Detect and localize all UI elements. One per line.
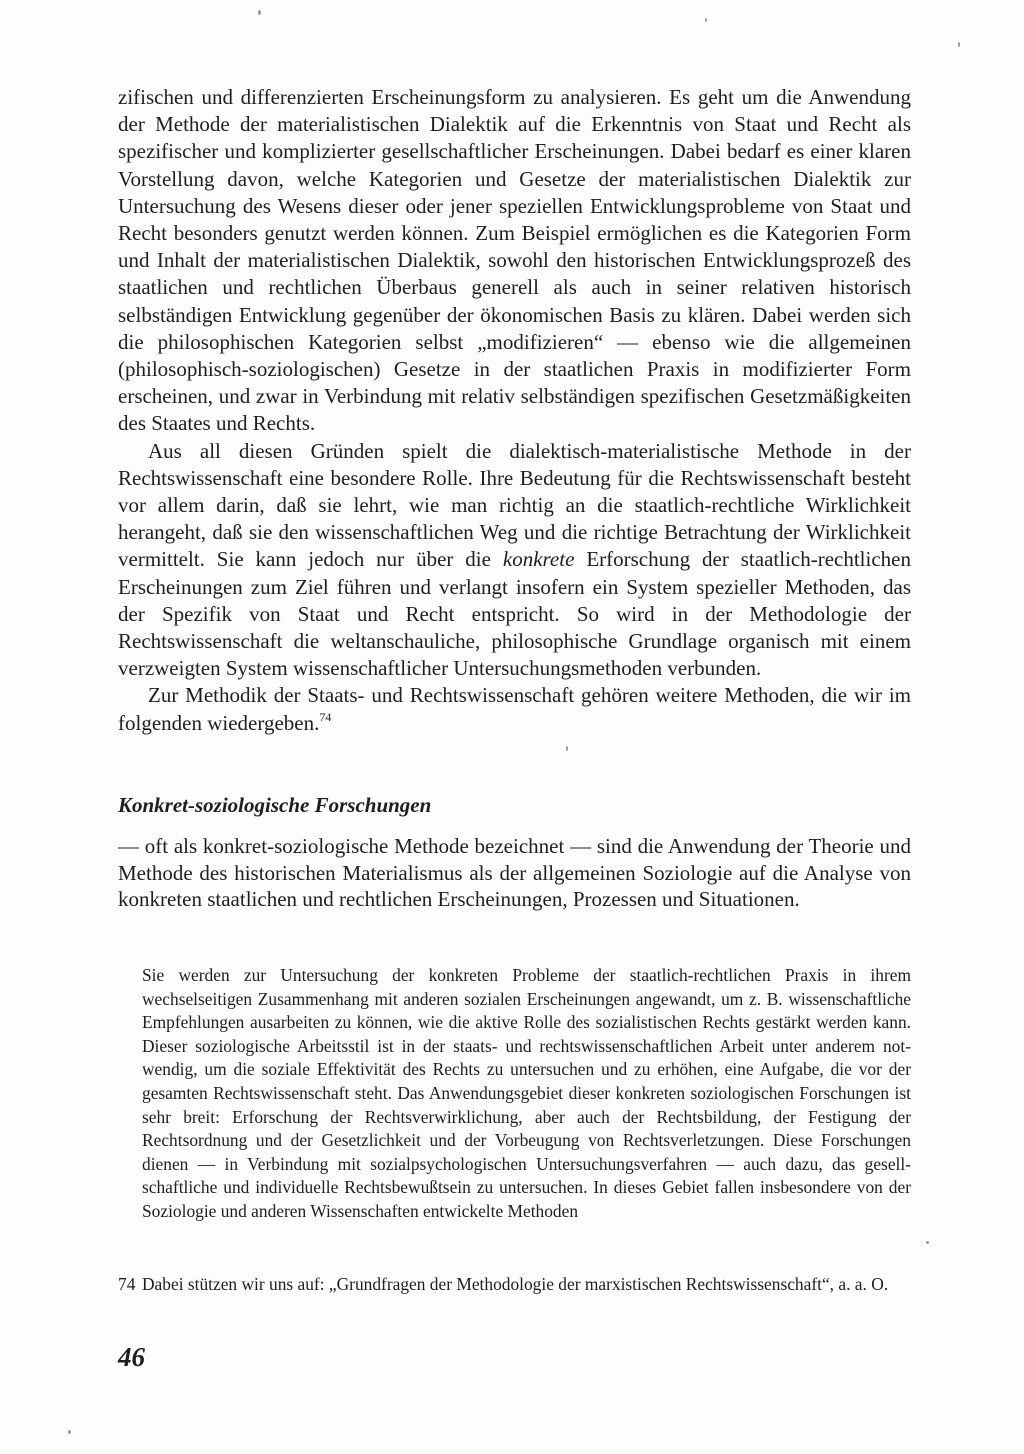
paragraph-2-end: Erforschung der staatlich-rechtlichen Erscheinungen zum Ziel führen und verlangt insofern ein System spezieller Methoden, das der Spezifik von Staat und Recht entspricht. So wird in der Methodologie der Rechtswissenschaft die weltanschauliche, philosophische Grundlage organisch mit einem verzweigten System wissenschaftlicher Untersuchungsmethoden verbunden.	[118, 547, 911, 681]
paragraph-1: zifischen und differenzierten Erscheinungsform zu analysieren. Es geht um die Anwendung der Methode der materialistischen Dialektik auf die Erkenntnis von Staat und Recht als spezifischer und komplizierter gesellschaftlicher Erscheinungen. Dabei bedarf es einer klaren Vorstellung davon, welche Kategorien und Gesetze der materialistischen Dialektik zur Untersuchung des Wesens dieser oder jener speziellen Entwicklungsprobleme von Staat und Recht besonders genutzt werden können. Zum Beispiel ermöglichen es die Kategorien Form und Inhalt der materialistischen Dialektik, sowohl den historischen Entwicklungsprozeß des staatlichen und rechtlichen Überbaus generell als auch in seiner relativen historisch selbständigen Entwicklung gegenüber der ökonomischen Basis zu klären. Dabei werden sich die philosophischen Kategorien selbst „modifizieren“ — ebenso wie die allgemeinen (philosophisch-soziologischen) Gesetze in der staatlichen Praxis in modifizierter Form erscheinen, und zwar in Verbindung mit relativ selbständigen spezifischen Gesetzmäßigkeiten des Staates und Rechts.	[118, 85, 911, 436]
footnote-text: Dabei stützen wir uns auf: „Grundfragen der Methodologie der marxistischen Rechtswissenschaft“, a. a. O.	[142, 1274, 889, 1294]
footnote-reference: 74	[319, 709, 332, 724]
print-speck	[958, 42, 960, 47]
print-speck	[258, 10, 261, 15]
print-speck	[705, 18, 707, 22]
emphasized-word: konkrete	[502, 547, 575, 572]
footnote	[118, 1272, 911, 1296]
small-print-paragraph: Sie werden zur Untersuchung der konkreten Probleme der staatlich-rechtlichen Praxis in ihrem wechselseitigen Zusammenhang mit anderen sozialen Erscheinungen angewandt, um z. B. wissenschaftliche Empfehlungen ausarbeiten zu können, wie die aktive Rolle des sozialistischen Rechts gestärkt werden kann. Dieser soziologische Arbeitsstil ist in der staats- und rechtswissenschaftlichen Arbeit unter anderem notwendig, um die soziale Effektivität des Rechts zu untersuchen und zu erhöhen, eine Aufgabe, die vor der gesamten Rechtswissenschaft steht. Das Anwendungsgebiet dieser konkreten soziologischen Forschungen ist sehr breit: Erforschung der Rechtsverwirklichung, aber auch der Rechtsbildung, der Festigung der Rechtsordnung und der Gesetzlichkeit und der Vorbeugung von Rechtsverletzungen. Diese Forschungen dienen — in Verbindung mit sozialpsychologischen Untersuchungsverfahren — auch dazu, das gesellschaftliche und individuelle Rechtsbewußtsein zu untersuchen. In dieses Gebiet fallen insbesondere von der Soziologie und anderen Wissenschaften entwickelte Methoden	[142, 965, 911, 1221]
print-speck	[68, 1430, 71, 1434]
print-speck	[566, 746, 568, 751]
paragraph-2-start: Aus all diesen Gründen spielt die dialektisch-materialistische Methode in der Rechtswissenschaft eine besondere Rolle. Ihre Bedeutung für die Rechtswissenschaft besteht vor allem darin, daß sie lehrt, wie man richtig an die staatlich-rechtliche Wirklichkeit herangeht, daß sie den wissenschaftlichen Weg und die richtige Betrachtung der Wirklichkeit vermittelt. Sie kann jedoch nur über die	[118, 438, 911, 572]
paragraph-2	[118, 438, 911, 683]
paragraph-3-text: Zur Methodik der Staats- und Rechtswissenschaft gehören weitere Methoden, die wir im folgenden wiedergeben.	[118, 683, 911, 735]
print-speck	[926, 1241, 929, 1244]
page-number: 46	[118, 1342, 145, 1372]
section-paragraph: — oft als konkret-soziologische Methode bezeichnet — sind die Anwendung der Theorie und Methode des historischen Materialismus als der allgemeinen Soziologie auf die Analyse von konkreten staatlichen und rechtlichen Erscheinungen, Prozessen und Situationen.	[118, 834, 911, 911]
small-print-block	[142, 964, 911, 1224]
main-text	[118, 84, 911, 737]
paragraph-3	[118, 682, 911, 736]
section-heading: Konkret-soziologische Forschungen	[118, 793, 432, 817]
section-text	[118, 833, 911, 913]
footnote-number: 74	[118, 1274, 136, 1294]
